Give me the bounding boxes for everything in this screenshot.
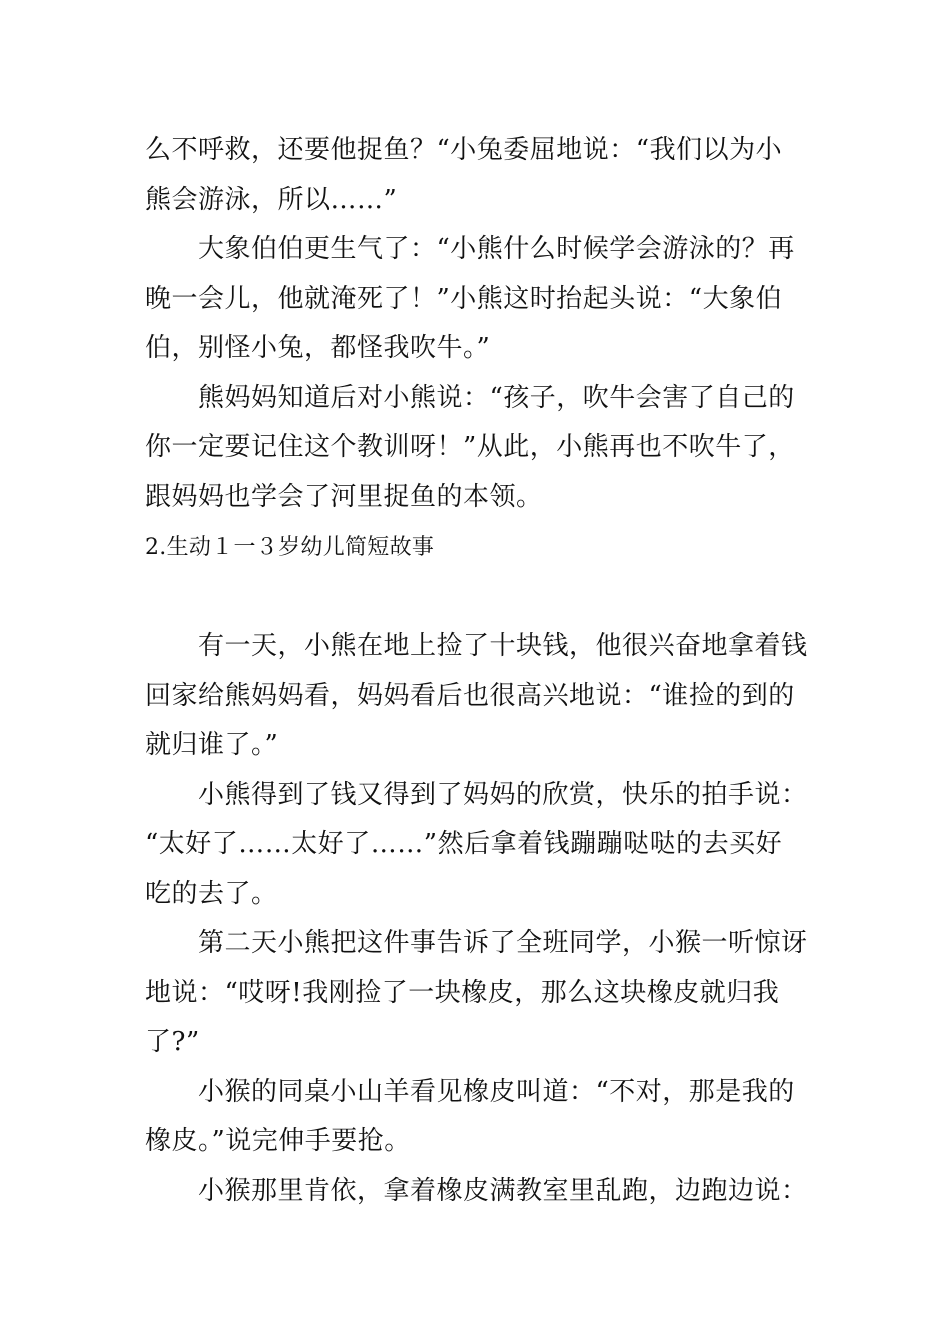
text-line: 你一定要记住这个教训呀！”从此，小熊再也不吹牛了，	[145, 432, 795, 462]
text-line: 晚一会儿，他就淹死了！”小熊这时抬起头说：“大象伯	[145, 284, 783, 314]
text-line: 回家给熊妈妈看，妈妈看后也很高兴地说：“谁捡的到的	[145, 681, 795, 711]
text-line: 吃的去了。	[145, 879, 278, 909]
section-heading: 2.生动１一３岁幼儿简短故事	[145, 535, 435, 560]
text-line: 么不呼救，还要他捉鱼？“小兔委屈地说：“我们以为小	[145, 135, 783, 165]
text-line: 第二天小熊把这件事告诉了全班同学，小猴一听惊讶	[198, 928, 808, 958]
text-line: 就归谁了。”	[145, 730, 279, 760]
text-line: 小熊得到了钱又得到了妈妈的欣赏，快乐的拍手说：	[198, 780, 808, 810]
text-line: 小猴的同桌小山羊看见橡皮叫道：“不对，那是我的	[198, 1077, 795, 1107]
text-line: 了?”	[145, 1027, 200, 1057]
text-line: 跟妈妈也学会了河里捉鱼的本领。	[145, 482, 543, 512]
text-line: 地说：“哎呀!我刚捡了一块橡皮，那么这块橡皮就归我	[145, 978, 780, 1008]
text-line: 熊妈妈知道后对小熊说：“孩子，吹牛会害了自己的	[198, 383, 795, 413]
text-line: 伯，别怪小兔，都怪我吹牛。”	[145, 333, 491, 363]
text-line: 有一天，小熊在地上捡了十块钱，他很兴奋地拿着钱	[198, 631, 808, 661]
text-line: 大象伯伯更生气了：“小熊什么时候学会游泳的？再	[198, 234, 795, 264]
text-line: 小猴那里肯依，拿着橡皮满教室里乱跑，边跑边说：	[198, 1176, 808, 1206]
text-line: 橡皮。”说完伸手要抢。	[145, 1126, 411, 1156]
text-line: “太好了……太好了……”然后拿着钱蹦蹦哒哒的去买好	[145, 829, 783, 859]
text-line: 熊会游泳，所以……”	[145, 185, 398, 215]
